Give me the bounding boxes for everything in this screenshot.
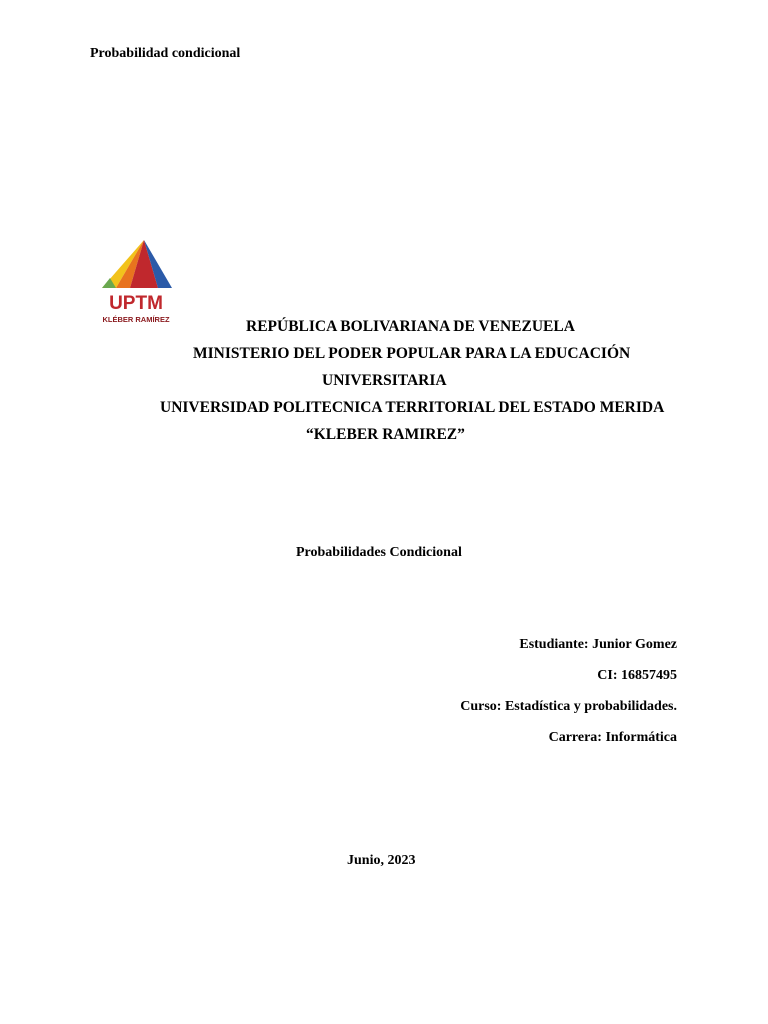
- institution-line-2: MINISTERIO DEL PODER POPULAR PARA LA EDUCACIÓN: [193, 345, 631, 362]
- document-date: Junio, 2023: [347, 853, 416, 868]
- logo-subtext: KLÉBER RAMÍREZ: [102, 315, 170, 324]
- student-ci: CI: 16857495: [597, 668, 677, 683]
- student-name: Estudiante: Junior Gomez: [519, 637, 677, 652]
- uptm-logo: [96, 238, 176, 328]
- document-title: Probabilidades Condicional: [296, 545, 462, 560]
- institution-line-5: “KLEBER RAMIREZ”: [306, 426, 465, 443]
- career-name: Carrera: Informática: [548, 730, 677, 745]
- institution-line-3: UNIVERSITARIA: [322, 372, 447, 389]
- institution-line-1: REPÚBLICA BOLIVARIANA DE VENEZUELA: [246, 318, 575, 335]
- institution-line-4: UNIVERSIDAD POLITECNICA TERRITORIAL DEL ESTADO MERIDA: [160, 399, 665, 416]
- uptm-logo-graphic: [96, 238, 176, 328]
- logo-text: UPTM: [109, 293, 163, 314]
- course-name: Curso: Estadística y probabilidades.: [460, 699, 677, 714]
- header-title: Probabilidad condicional: [90, 46, 241, 61]
